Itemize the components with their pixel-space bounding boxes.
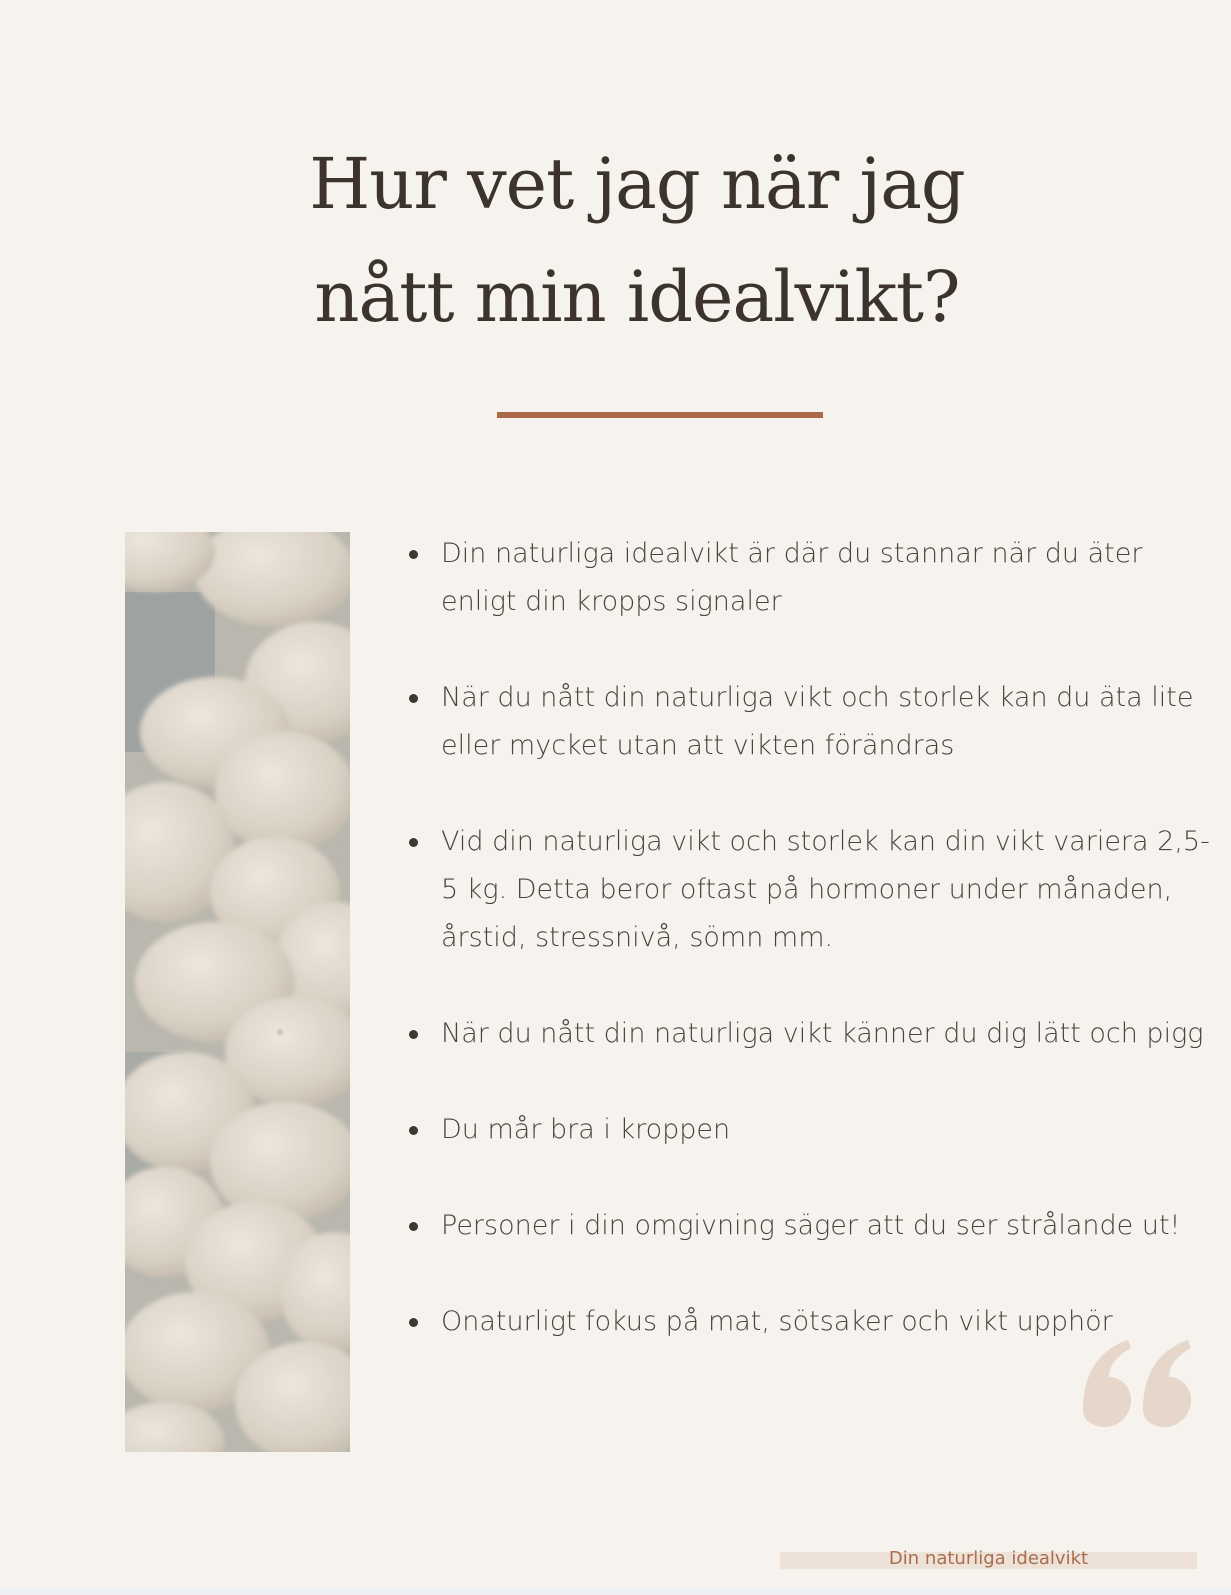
list-item (405, 530, 1225, 626)
list-item-text: Personer i din omgivning säger att du ser strålande ut! (441, 1210, 1181, 1241)
list-item-text: Du mår bra i kroppen (441, 1114, 731, 1145)
bullet-dot-icon (409, 838, 418, 847)
list-item-text: Vid din naturliga vikt och storlek kan din vikt variera 2,5-5 kg. Detta beror oftast på hormoner under månaden, årstid, stressnivå, sömn mm. (441, 826, 1210, 953)
list-item (405, 1202, 1225, 1250)
list-item-text: Din naturliga idealvikt är där du stannar när du äter enligt din kropps signaler (441, 538, 1143, 617)
bullet-dot-icon (409, 550, 418, 559)
bullet-dot-icon (409, 1126, 418, 1135)
list-item-text: Onaturligt fokus på mat, sötsaker och vikt upphör (441, 1306, 1113, 1337)
bullet-dot-icon (409, 1030, 418, 1039)
bullet-dot-icon (409, 694, 418, 703)
hydrangea-flowers-photo (125, 532, 350, 1452)
page-title (0, 128, 1231, 354)
quote-mark-icon (1073, 1335, 1203, 1435)
list-item (405, 1010, 1225, 1058)
bullet-dot-icon (409, 1318, 418, 1327)
title-divider (497, 412, 823, 418)
title-line-2: nått min idealvikt? (314, 256, 960, 338)
footer-label: Din naturliga idealvikt (888, 1548, 1089, 1569)
title-line-1: Hur vet jag när jag (309, 143, 965, 225)
list-item (405, 674, 1225, 770)
list-item-text: När du nått din naturliga vikt och storlek kan du äta lite eller mycket utan att vikten förändras (441, 682, 1194, 761)
hydrangea-flowers-illustration (125, 532, 350, 1452)
bullet-list (405, 530, 1225, 1394)
list-item-text: När du nått din naturliga vikt känner du dig lätt och pigg (441, 1018, 1204, 1049)
list-item (405, 818, 1225, 962)
list-item (405, 1106, 1225, 1154)
bullet-dot-icon (409, 1222, 418, 1231)
